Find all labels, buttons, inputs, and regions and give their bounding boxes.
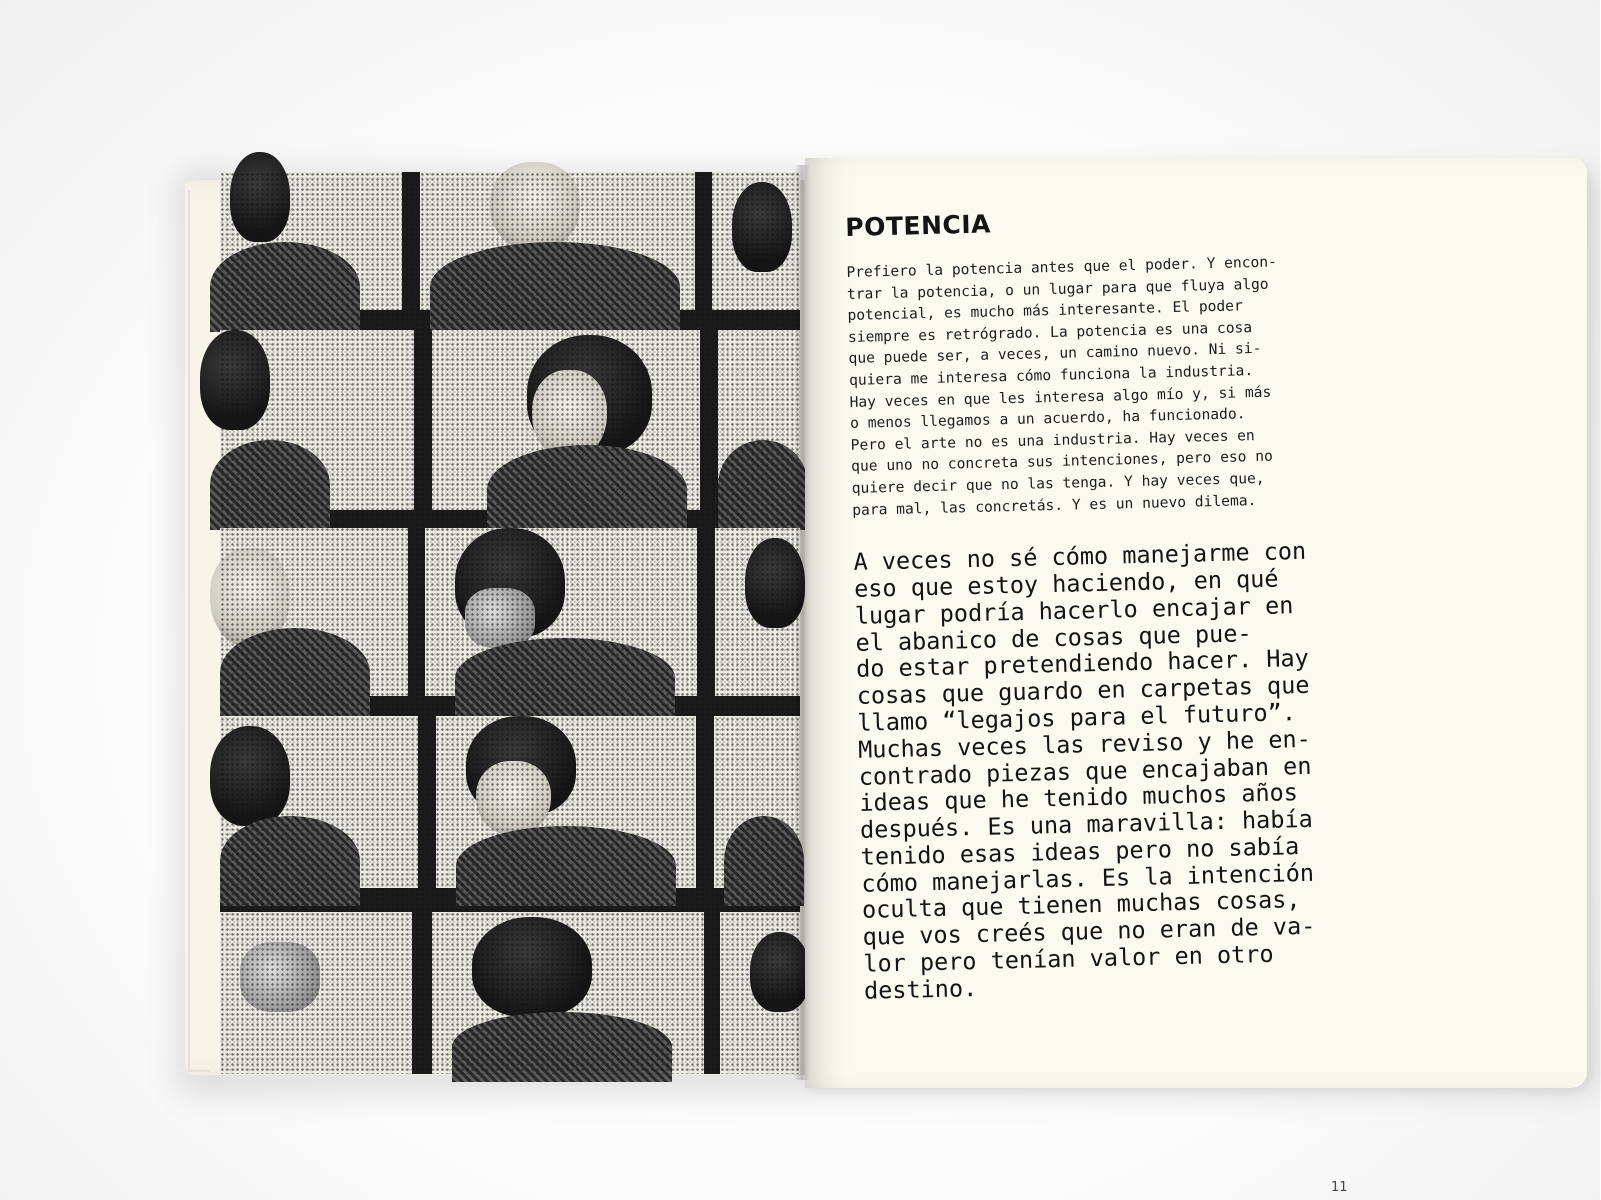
portrait-hand [240,942,320,1012]
photo-frame [436,716,696,888]
portrait-torso [220,628,370,718]
portrait-torso [455,638,675,718]
right-page [805,158,1587,1195]
portrait-torso [487,445,687,535]
photo-frame [714,716,800,888]
portrait-face [476,761,551,836]
photo-frame [712,172,800,310]
page-edges [188,190,210,1072]
portrait-face [490,162,580,252]
portrait-torso [430,242,680,332]
photo-frame [220,330,414,510]
photo-frame [718,330,800,510]
portrait-torso [210,440,330,530]
book-gutter [794,165,810,1080]
portrait-torso [452,1012,672,1082]
portrait-torso [724,816,804,906]
photo-frame [715,528,800,696]
contact-sheet-image [220,172,800,1074]
portrait-head [210,726,290,826]
photo-frame [220,716,418,888]
photo-frame [432,330,700,510]
portrait-hand [465,588,535,648]
portrait-torso [456,826,676,906]
photo-frame [432,912,704,1074]
photo-frame [220,912,412,1074]
photo-frame [220,172,402,310]
main-paragraph: A veces no sé cómo manejarme con eso que estoy haciendo, en qué lugar podría hacerlo encajar en el abanico de cosas que pue- do estar pretendiendo hacer. Hay cosas que guardo en carpetas que llamo “legajos para el futuro”. Muchas veces las reviso y he en- contrado piezas que encajaban en ideas que he tenido muchos años después. Es una maravilla: había tenido esas ideas pero no sabía cómo manejarlas. Es la intención oculta que tienen muchas cosas, que vos creés que no eran de va- lor pero tenían valor en otro destino. [853,536,1316,1005]
portrait-head [472,917,592,1017]
photo-frame [720,912,800,1074]
photo-frame [425,528,697,696]
portrait-head [732,182,792,272]
portrait-torso [220,816,360,906]
portrait-head [200,330,270,430]
section-title: POTENCIA [845,209,992,242]
photo-frame [420,172,695,310]
page-number: 11 [1331,1180,1348,1195]
photo-frame [220,528,408,696]
portrait-torso [210,242,360,332]
page-text-block [845,201,1364,1005]
portrait-head [230,152,290,242]
intro-paragraph: Prefiero la potencia antes que el poder. Y encon- trar la potencia, o un lugar para que fluya algo potencial, es mucho más interesante. El poder siempre es retrógrado. La potencia es una cosa que puede ser, a veces, un camino nuevo. Ni si- quiera me interesa cómo funciona la industria. Hay veces en que les interesa algo mío y, si más o menos llegamos a un acuerdo, ha funcionado. Pero el arte no es una industria. Hay veces en que uno no concreta sus intenciones, pero eso no quiere decir que no las tenga. Y hay veces que, para mal, las concretás. Y es un nuevo dilema. [846,253,1278,519]
